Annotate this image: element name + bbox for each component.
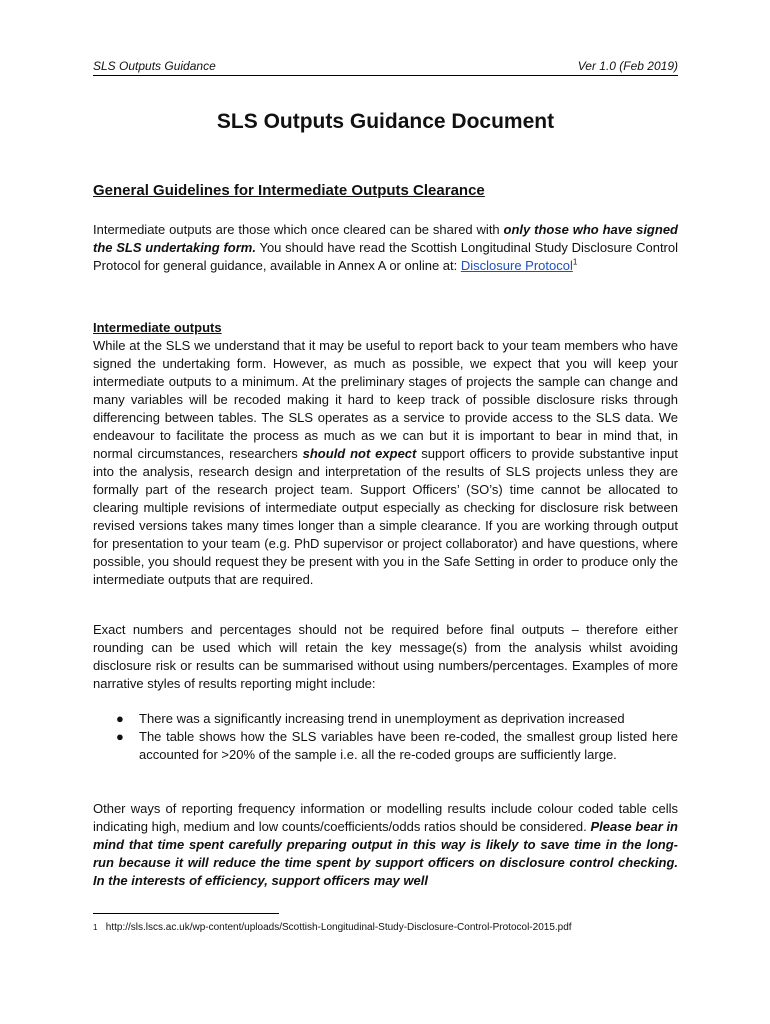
intermediate-outputs-paragraph: [93, 319, 678, 589]
header-version: Ver 1.0 (Feb 2019): [577, 59, 678, 73]
intro-emphasis: only those who have signed the SLS undertaking form.: [93, 222, 678, 255]
section-heading: General Guidelines for Intermediate Outputs Clearance: [93, 182, 485, 199]
intermediate-text-1: While at the SLS we understand that it may be useful to report back to your team members who have signed the undertaking form. However, as much as possible, we expect that you will keep your intermediate outputs to a minimum. At the preliminary stages of projects the sample can change and many variables will be recoded making it hard to keep track of possible disclosure risks through differencing between tables. The SLS operates as a service to provide access to the SLS data. We endeavour to facilitate the process as much as we can but it is important to bear in mind that, in normal circumstances, researchers: [93, 338, 678, 461]
page-header: [93, 58, 678, 76]
other-ways-paragraph: [93, 800, 678, 890]
list-item: [93, 710, 678, 728]
intro-text-2: You should have read the Scottish Longitudinal Study Disclosure Control Protocol for general guidance, available in Annex A or online at:: [93, 240, 678, 273]
header-doc-name: SLS Outputs Guidance: [93, 59, 216, 73]
document-title: SLS Outputs Guidance Document: [216, 110, 555, 133]
list-item-text: There was a significantly increasing trend in unemployment as deprivation increased: [139, 711, 625, 726]
intermediate-outputs-heading: Intermediate outputs: [93, 320, 222, 335]
intro-paragraph: [93, 221, 678, 275]
examples-list: [93, 710, 678, 764]
bullet-icon: ●: [116, 729, 124, 744]
intermediate-emphasis: should not expect: [302, 446, 417, 461]
list-item: [93, 728, 678, 764]
list-item-text: The table shows how the SLS variables have been re-coded, the smallest group listed here accounted for >20% of the sample i.e. all the re-coded groups are sufficiently large.: [139, 729, 678, 762]
footnote: [93, 921, 693, 935]
other-emphasis: Please bear in mind that time spent carefully preparing output in this way is likely to save time in the long-run because it will reduce the time spent by support officers on disclosure control checking. In the interests of efficiency, support officers may well: [93, 819, 678, 888]
footnote-number: 1: [93, 923, 98, 932]
footnote-divider: [93, 913, 279, 914]
footnote-url[interactable]: http://sls.lscs.ac.uk/wp-content/uploads/Scottish-Longitudinal-Study-Disclosure-Control-Protocol-2015.pdf: [105, 922, 572, 933]
intermediate-text-2: support officers to provide substantive input into the analysis, research design and interpretation of the results of SLS projects unless they are formally part of the research project team. Support Officers’ (SO’s) time cannot be allocated to clearing multiple revisions of intermediate output especially as checking for disclosure risk between revised versions takes many times longer than a simple clearance. If you are working through output for presentation to your team (e.g. PhD supervisor or project collaborator) and have questions, where possible, you should request they be present with you in the Safe Setting in order to produce only the intermediate outputs that are required.: [93, 446, 678, 587]
disclosure-protocol-link[interactable]: Disclosure Protocol: [460, 258, 573, 273]
footnote-ref: 1: [572, 257, 578, 267]
bullet-icon: ●: [116, 711, 124, 726]
exact-numbers-paragraph: Exact numbers and percentages should not be required before final outputs – therefore either rounding can be used which will retain the key message(s) from the analysis whilst avoiding disclosure risk or results can be summarised without using numbers/percentages. Examples of more narrative styles of results reporting might include:: [93, 622, 678, 691]
other-text-1: Other ways of reporting frequency information or modelling results include colour coded table cells indicating high, medium and low counts/coefficients/odds ratios should be considered.: [93, 801, 678, 834]
intro-text-1: Intermediate outputs are those which once cleared can be shared with: [93, 222, 504, 237]
